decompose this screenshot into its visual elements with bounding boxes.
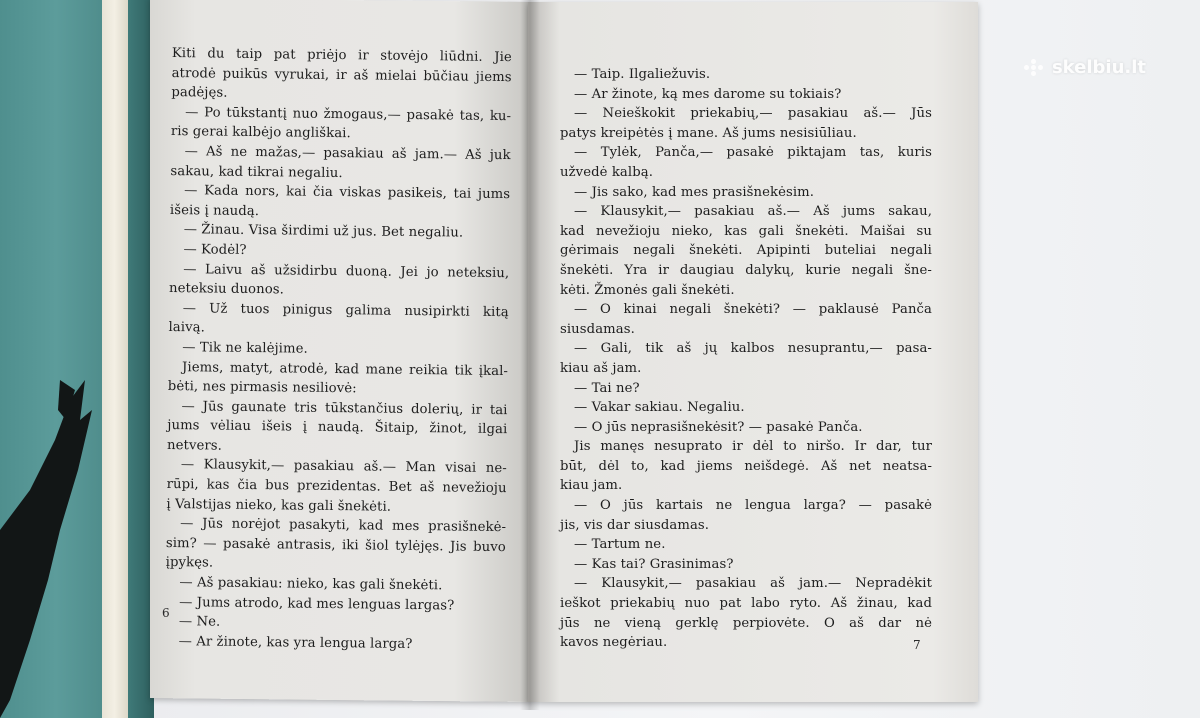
text-line: atrodė puikūs vyrukai, ir aš mielai būčiau jiems bbox=[171, 65, 512, 85]
text-line: — O jūs neprasišnekėsit? — pasakė Panča. bbox=[574, 419, 863, 435]
text-line: Jiems, matyt, atrodė, kad mane reikia tik įkal- bbox=[181, 359, 509, 379]
text-line: išeis į naudą. bbox=[169, 202, 260, 219]
text-line: bėti, nes pirmasis nesiliovė: bbox=[167, 379, 357, 397]
text-line: — Už tuos pinigus galima nusipirkti kitą bbox=[182, 300, 509, 320]
text-line: — Laivu aš užsidirbu duoną. Jei jo neteksiu, bbox=[183, 261, 510, 281]
text-line: laivą. bbox=[168, 320, 206, 336]
text-line: — Kas tai? Grasinimas? bbox=[574, 556, 734, 572]
text-line: — Jūs norėjot pasakyti, kad mes prasišnekė- bbox=[180, 516, 507, 536]
text-line: — Aš ne mažas,— pasakiau aš jam.— Aš juk bbox=[184, 144, 511, 164]
text-line: — Žinau. Visa širdimi už jus. Bet negaliu. bbox=[183, 222, 464, 241]
text-line: — Tartum ne. bbox=[574, 537, 666, 553]
text-line: sim? — pasakė antrasis, iki šiol tylėjęs. Jis buvo bbox=[165, 535, 506, 555]
text-line: įpykęs. bbox=[165, 555, 214, 571]
text-line: — Gali, tik aš jų kalbos nesuprantu,— pasa- bbox=[574, 341, 932, 357]
text-line: — Tai ne? bbox=[574, 380, 640, 396]
text-line: kiau aš jam. bbox=[560, 360, 642, 376]
text-line: — Tylėk, Panča,— pasakė piktajam tas, kuris bbox=[574, 145, 932, 161]
text-line: — Tik ne kalėjime. bbox=[182, 340, 308, 357]
text-line: jūs ne vieną gerklę perpiovėte. O aš dar nė bbox=[560, 615, 932, 631]
cover-artwork bbox=[0, 380, 110, 718]
text-line: — Ar žinote, ką mes darome su tokiais? bbox=[574, 86, 842, 102]
text-line: — Neieškokit priekabių,— pasakiau aš.— Jūs bbox=[574, 106, 932, 122]
text-line: rūpi, kas čia bus prezidentas. Bet aš nevežioju bbox=[166, 477, 507, 497]
text-line: užvedė kalbą. bbox=[560, 164, 654, 180]
book-cover bbox=[0, 0, 112, 718]
watermark-text: skelbiu.lt bbox=[1051, 57, 1146, 78]
text-line: kad nevežioju nieko, kas gali šnekėti. Maišai su bbox=[560, 223, 932, 239]
text-line: kavos negėriau. bbox=[560, 635, 668, 651]
text-line: ris gerai kalbėjo angliškai. bbox=[170, 124, 351, 142]
text-line: sakau, kad tikrai negaliu. bbox=[170, 163, 343, 181]
text-line: ieškot priekabių nuo pat labo ryto. Aš žinau, kad bbox=[560, 596, 932, 612]
text-line: gėrimais negali šnekėti. Apipinti buteliai negali bbox=[560, 243, 932, 259]
text-line: patys kreipėtės į mane. Aš jums nesisiūliau. bbox=[560, 125, 857, 141]
text-line: siusdamas. bbox=[560, 321, 635, 337]
dots-logo-icon bbox=[1024, 59, 1046, 77]
text-line: šnekėti. Yra ir daugiau dalykų, kurie negali šne- bbox=[560, 262, 932, 278]
right-page-number: 7 bbox=[913, 638, 921, 652]
text-line: — Jūs gaunate tris tūkstančius dolerių, ir tai bbox=[181, 398, 508, 418]
text-line: — Ne. bbox=[178, 614, 221, 630]
text-line: Jis manęs nesuprato ir dėl to niršo. Ir dar, tur bbox=[574, 439, 932, 455]
text-line: — O kinai negali šnekėti? — paklausė Panča bbox=[574, 302, 932, 318]
text-line: į Valstijas nieko, kas gali šnekėti. bbox=[166, 496, 392, 515]
text-line: padėjęs. bbox=[171, 85, 228, 101]
text-line: kėti. Žmonės gali šnekėti. bbox=[560, 282, 735, 298]
text-line: — Kodėl? bbox=[183, 242, 247, 258]
watermark bbox=[1024, 57, 1146, 78]
text-line: — Ar žinote, kas yra lengua larga? bbox=[178, 633, 413, 652]
text-line: jums vėliau išeis į naudą. Šitaip, žinot, ilgai bbox=[167, 418, 508, 438]
page-block-edge bbox=[102, 0, 130, 718]
right-page-text bbox=[560, 65, 932, 653]
text-line: neteksiu duonos. bbox=[168, 281, 285, 298]
book-gutter bbox=[520, 0, 540, 710]
text-line: — Po tūkstantį nuo žmogaus,— pasakė tas, ku- bbox=[185, 104, 512, 124]
text-line: kiau jam. bbox=[560, 478, 623, 494]
text-line: netvers. bbox=[167, 437, 223, 454]
text-line: jis, vis dar siusdamas. bbox=[560, 517, 710, 533]
text-line: Kiti du taip pat priėjo ir stovėjo liūdni. Jie bbox=[171, 45, 512, 66]
text-line: — Jums atrodo, kad mes lenguas largas? bbox=[179, 594, 455, 614]
left-page-text bbox=[165, 44, 512, 656]
text-line: būt, dėl to, kad jiems neišdegė. Aš net neatsa- bbox=[560, 458, 932, 474]
text-line: — O jūs kartais ne lengua larga? — pasakė bbox=[574, 498, 932, 514]
text-line: — Taip. Ilgaliežuvis. bbox=[574, 67, 711, 82]
text-line: — Jis sako, kad mes prasišnekėsim. bbox=[574, 184, 815, 200]
text-line: — Klausykit,— pasakiau aš jam.— Nepradėkit bbox=[574, 576, 932, 592]
text-line: — Aš pasakiau: nieko, kas gali šnekėti. bbox=[179, 575, 443, 594]
left-page-number: 6 bbox=[162, 606, 170, 620]
text-line: — Vakar sakiau. Negaliu. bbox=[574, 400, 745, 416]
text-line: — Klausykit,— pasakiau aš.— Man visai ne- bbox=[180, 457, 507, 477]
text-line: — Kada nors, kai čia viskas pasikeis, tai jums bbox=[184, 183, 511, 203]
text-line: — Klausykit,— pasakiau aš.— Aš jums sakau, bbox=[574, 204, 932, 220]
